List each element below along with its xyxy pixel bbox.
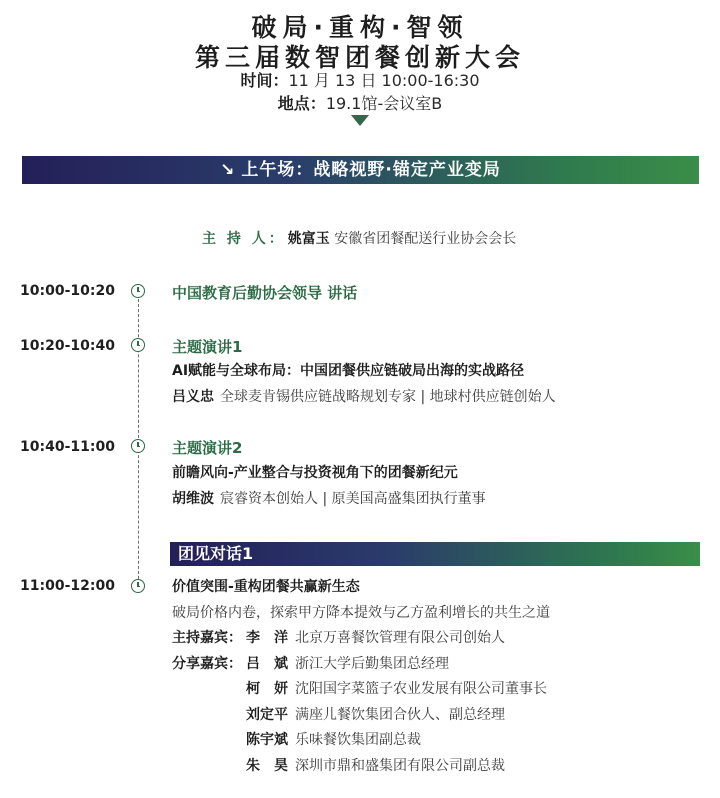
guest-name: 朱 昊 [246,758,288,774]
guest-name: 柯 妍 [246,681,288,697]
agenda-time: 10:20-10:40 [20,338,115,354]
event-title-line1: 破局·重构·智领 [251,13,469,42]
guest-name: 刘定平 [246,707,288,723]
agenda-time: 11:00-12:00 [20,578,115,594]
location-value: 19.1馆-会议室B [325,94,443,113]
event-location [0,91,720,114]
host-label: 主 持 人： [202,231,286,247]
down-triangle-icon [351,115,369,126]
guests-label: 分享嘉宾： [172,656,242,672]
host-name: 姚富玉 [287,231,330,247]
agenda-title: 主题演讲1 [172,338,243,356]
arrow-down-right-icon: ↘ [220,160,236,180]
speaker-name: 胡维波 [172,491,214,507]
clock-icon [131,579,145,593]
location-label: 地点： [277,94,326,113]
event-title-line2: 第三届数智团餐创新大会 [194,43,525,72]
session-title: 上午场：战略视野·锚定产业变局 [241,160,501,180]
clock-icon [131,338,145,352]
agenda-time: 10:00-10:20 [20,283,115,299]
guest-name: 陈宇斌 [246,732,288,748]
clock-icon [131,284,145,298]
agenda-time: 10:40-11:00 [20,439,115,455]
host-line [202,228,516,248]
guest-role: 浙江大学后勤集团总经理 [295,656,449,672]
agenda-subtitle: AI赋能与全球布局：中国团餐供应链破局出海的实战路径 [172,363,525,379]
host-role: 安徽省团餐配送行业协会会长 [334,231,517,247]
guest-role: 乐味餐饮集团副总裁 [295,732,421,748]
speaker-line [172,386,556,406]
guest-role: 满座儿餐饮集团合伙人、副总经理 [295,707,505,723]
dialogue-description: 破局价格内卷，探索甲方降本提效与乙方盈利增长的共生之道 [172,605,550,621]
agenda-subtitle: 前瞻风向-产业整合与投资视角下的团餐新纪元 [172,465,458,481]
speaker-role: 全球麦肯锡供应链战略规划专家 | 地球村供应链创始人 [220,389,556,405]
clock-icon [131,439,145,453]
guest-role: 深圳市鼎和盛集团有限公司副总裁 [295,758,505,774]
time-value: 11 月 13 日 10:00-16:30 [288,71,480,90]
moderator-label: 主持嘉宾： [172,630,242,646]
moderator-role: 北京万喜餐饮管理有限公司创始人 [295,630,505,646]
speaker-role: 宸睿资本创始人 | 原美国高盛集团执行董事 [220,491,486,507]
dialogue-title: 价值突围-重构团餐共赢新生态 [172,579,360,595]
speaker-line [172,488,486,508]
speaker-name: 吕义忠 [172,389,214,405]
agenda-title: 主题演讲2 [172,439,243,457]
time-label: 时间： [240,71,289,90]
session-banner [22,156,699,184]
agenda-title: 中国教育后勤协会领导 讲话 [172,284,358,302]
guest-role: 沈阳国字菜篮子农业发展有限公司董事长 [295,681,547,697]
dialogue-bar: 团见对话1 [170,542,700,566]
moderator-name: 李 洋 [246,630,288,646]
guest-name: 吕 斌 [246,656,288,672]
event-time [0,68,720,91]
